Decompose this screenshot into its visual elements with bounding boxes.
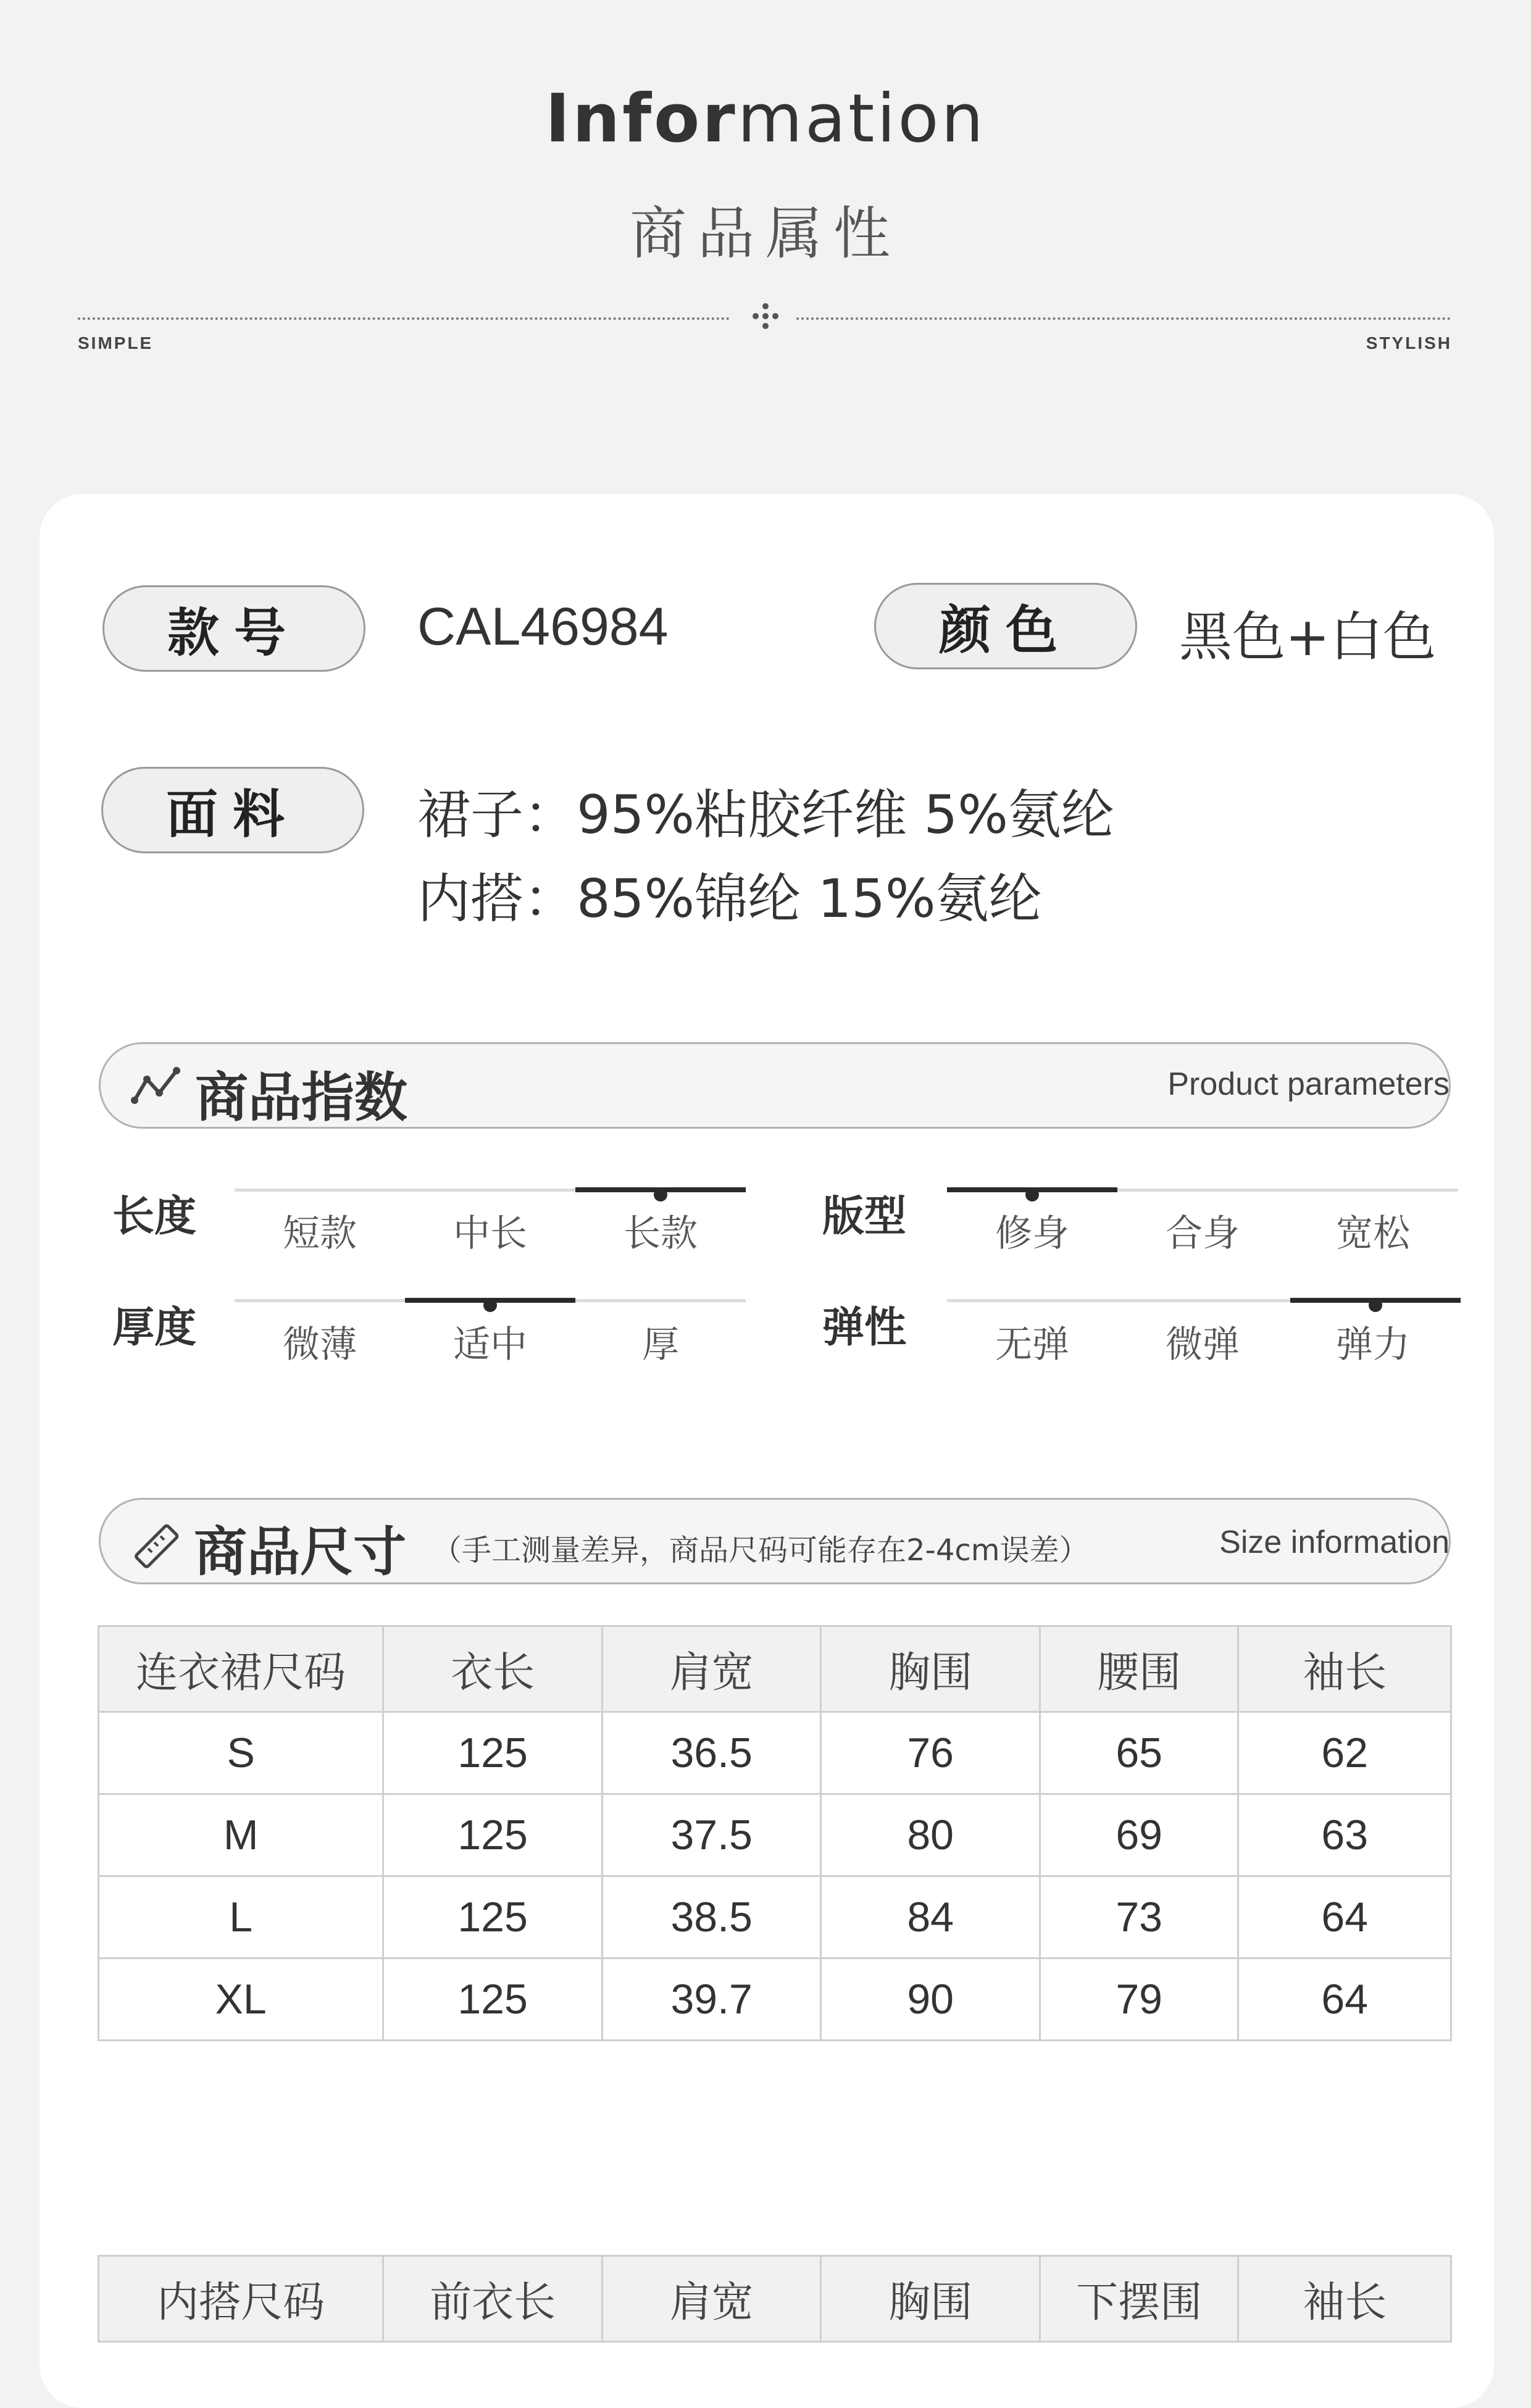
param-label-thickness: 厚度 <box>112 1303 197 1352</box>
cell-shoulder: 39.7 <box>602 1959 821 2041</box>
fabric-line-skirt: 裙子：95%粘胶纤维 5%氨纶 <box>417 784 1114 846</box>
fit-marker <box>1025 1188 1039 1202</box>
table-row <box>99 1876 1451 1959</box>
fit-option-slim: 修身 <box>995 1212 1069 1255</box>
param-label-fit: 版型 <box>822 1192 907 1241</box>
page-subtitle: 商品属性 <box>629 201 901 267</box>
cell-size: S <box>99 1712 383 1794</box>
param-label-length: 长度 <box>112 1192 197 1241</box>
length-option-short: 短款 <box>283 1212 357 1255</box>
cell-shoulder: 36.5 <box>602 1712 821 1794</box>
table-row <box>99 1712 1451 1794</box>
inner-header-hem: 下摆围 <box>1040 2256 1238 2342</box>
header-chest: 胸围 <box>821 1626 1040 1712</box>
table-row <box>99 1959 1451 2041</box>
inner-header-shoulder: 肩宽 <box>602 2256 821 2342</box>
dress-table-header <box>99 1626 1451 1712</box>
param-label-elasticity: 弹性 <box>822 1303 907 1352</box>
move-cross-icon <box>751 301 780 331</box>
cell-chest: 90 <box>821 1959 1040 2041</box>
title-rest: mation <box>737 80 986 157</box>
elasticity-option-none: 无弹 <box>995 1323 1069 1366</box>
caption-stylish: STYLISH <box>1366 333 1452 353</box>
cell-waist: 79 <box>1040 1959 1238 2041</box>
size-note: （手工测量差异，商品尺码可能存在2-4cm误差） <box>432 1533 1089 1568</box>
cell-length: 125 <box>383 1876 603 1959</box>
cell-sleeve: 62 <box>1238 1712 1451 1794</box>
thickness-marker <box>483 1298 497 1312</box>
header-sleeve: 袖长 <box>1238 1626 1451 1712</box>
left-divider <box>78 317 730 320</box>
cell-waist: 65 <box>1040 1712 1238 1794</box>
cell-size: XL <box>99 1959 383 2041</box>
header-size: 连衣裙尺码 <box>99 1626 383 1712</box>
table-row <box>99 1794 1451 1876</box>
length-marker <box>654 1188 667 1202</box>
inner-header-chest: 胸围 <box>821 2256 1040 2342</box>
cell-waist: 69 <box>1040 1794 1238 1876</box>
cell-chest: 76 <box>821 1712 1040 1794</box>
page-title <box>0 80 1531 157</box>
dress-size-table <box>98 1625 1452 2041</box>
thickness-option-thin: 微薄 <box>283 1323 357 1366</box>
cell-shoulder: 37.5 <box>602 1794 821 1876</box>
length-option-mid: 中长 <box>453 1212 527 1255</box>
inner-header-front-length: 前衣长 <box>383 2256 603 2342</box>
cell-sleeve: 63 <box>1238 1794 1451 1876</box>
fabric-line-inner: 内搭：85%锦纶 15%氨纶 <box>417 868 1042 930</box>
cell-shoulder: 38.5 <box>602 1876 821 1959</box>
params-title: 商品指数 <box>195 1067 407 1129</box>
cell-length: 125 <box>383 1794 603 1876</box>
cell-length: 125 <box>383 1712 603 1794</box>
right-divider <box>796 317 1451 320</box>
length-option-long: 长款 <box>624 1212 698 1255</box>
title-bold: Infor <box>545 80 738 157</box>
thickness-option-thick: 厚 <box>642 1323 679 1366</box>
size-subtitle: Size information <box>1219 1524 1450 1560</box>
size-title: 商品尺寸 <box>194 1521 406 1583</box>
cell-sleeve: 64 <box>1238 1876 1451 1959</box>
elasticity-option-stretch: 弹力 <box>1336 1323 1410 1366</box>
cell-size: M <box>99 1794 383 1876</box>
style-number-value: CAL46984 <box>417 597 669 656</box>
style-number-label: 款号 <box>102 585 365 672</box>
cell-sleeve: 64 <box>1238 1959 1451 2041</box>
inner-header-sleeve: 袖长 <box>1238 2256 1451 2342</box>
fit-option-regular: 合身 <box>1166 1212 1240 1255</box>
elasticity-option-slight: 微弹 <box>1166 1323 1240 1366</box>
cell-chest: 84 <box>821 1876 1040 1959</box>
inner-size-table <box>98 2255 1452 2343</box>
fabric-label: 面料 <box>101 767 364 853</box>
color-value: 黑色+白色 <box>1179 606 1437 668</box>
header-length: 衣长 <box>383 1626 603 1712</box>
inner-table-header <box>99 2256 1451 2342</box>
inner-header-size: 内搭尺码 <box>99 2256 383 2342</box>
cell-chest: 80 <box>821 1794 1040 1876</box>
caption-simple: SIMPLE <box>78 333 154 353</box>
elasticity-marker <box>1369 1298 1382 1312</box>
cell-waist: 73 <box>1040 1876 1238 1959</box>
cell-length: 125 <box>383 1959 603 2041</box>
ruler-icon <box>130 1520 183 1573</box>
cell-size: L <box>99 1876 383 1959</box>
trend-line-icon <box>131 1066 183 1106</box>
params-subtitle: Product parameters <box>1167 1066 1450 1102</box>
color-label: 颜色 <box>874 583 1137 669</box>
header-waist: 腰围 <box>1040 1626 1238 1712</box>
fit-option-loose: 宽松 <box>1336 1212 1410 1255</box>
thickness-option-medium: 适中 <box>453 1323 527 1366</box>
header-shoulder: 肩宽 <box>602 1626 821 1712</box>
